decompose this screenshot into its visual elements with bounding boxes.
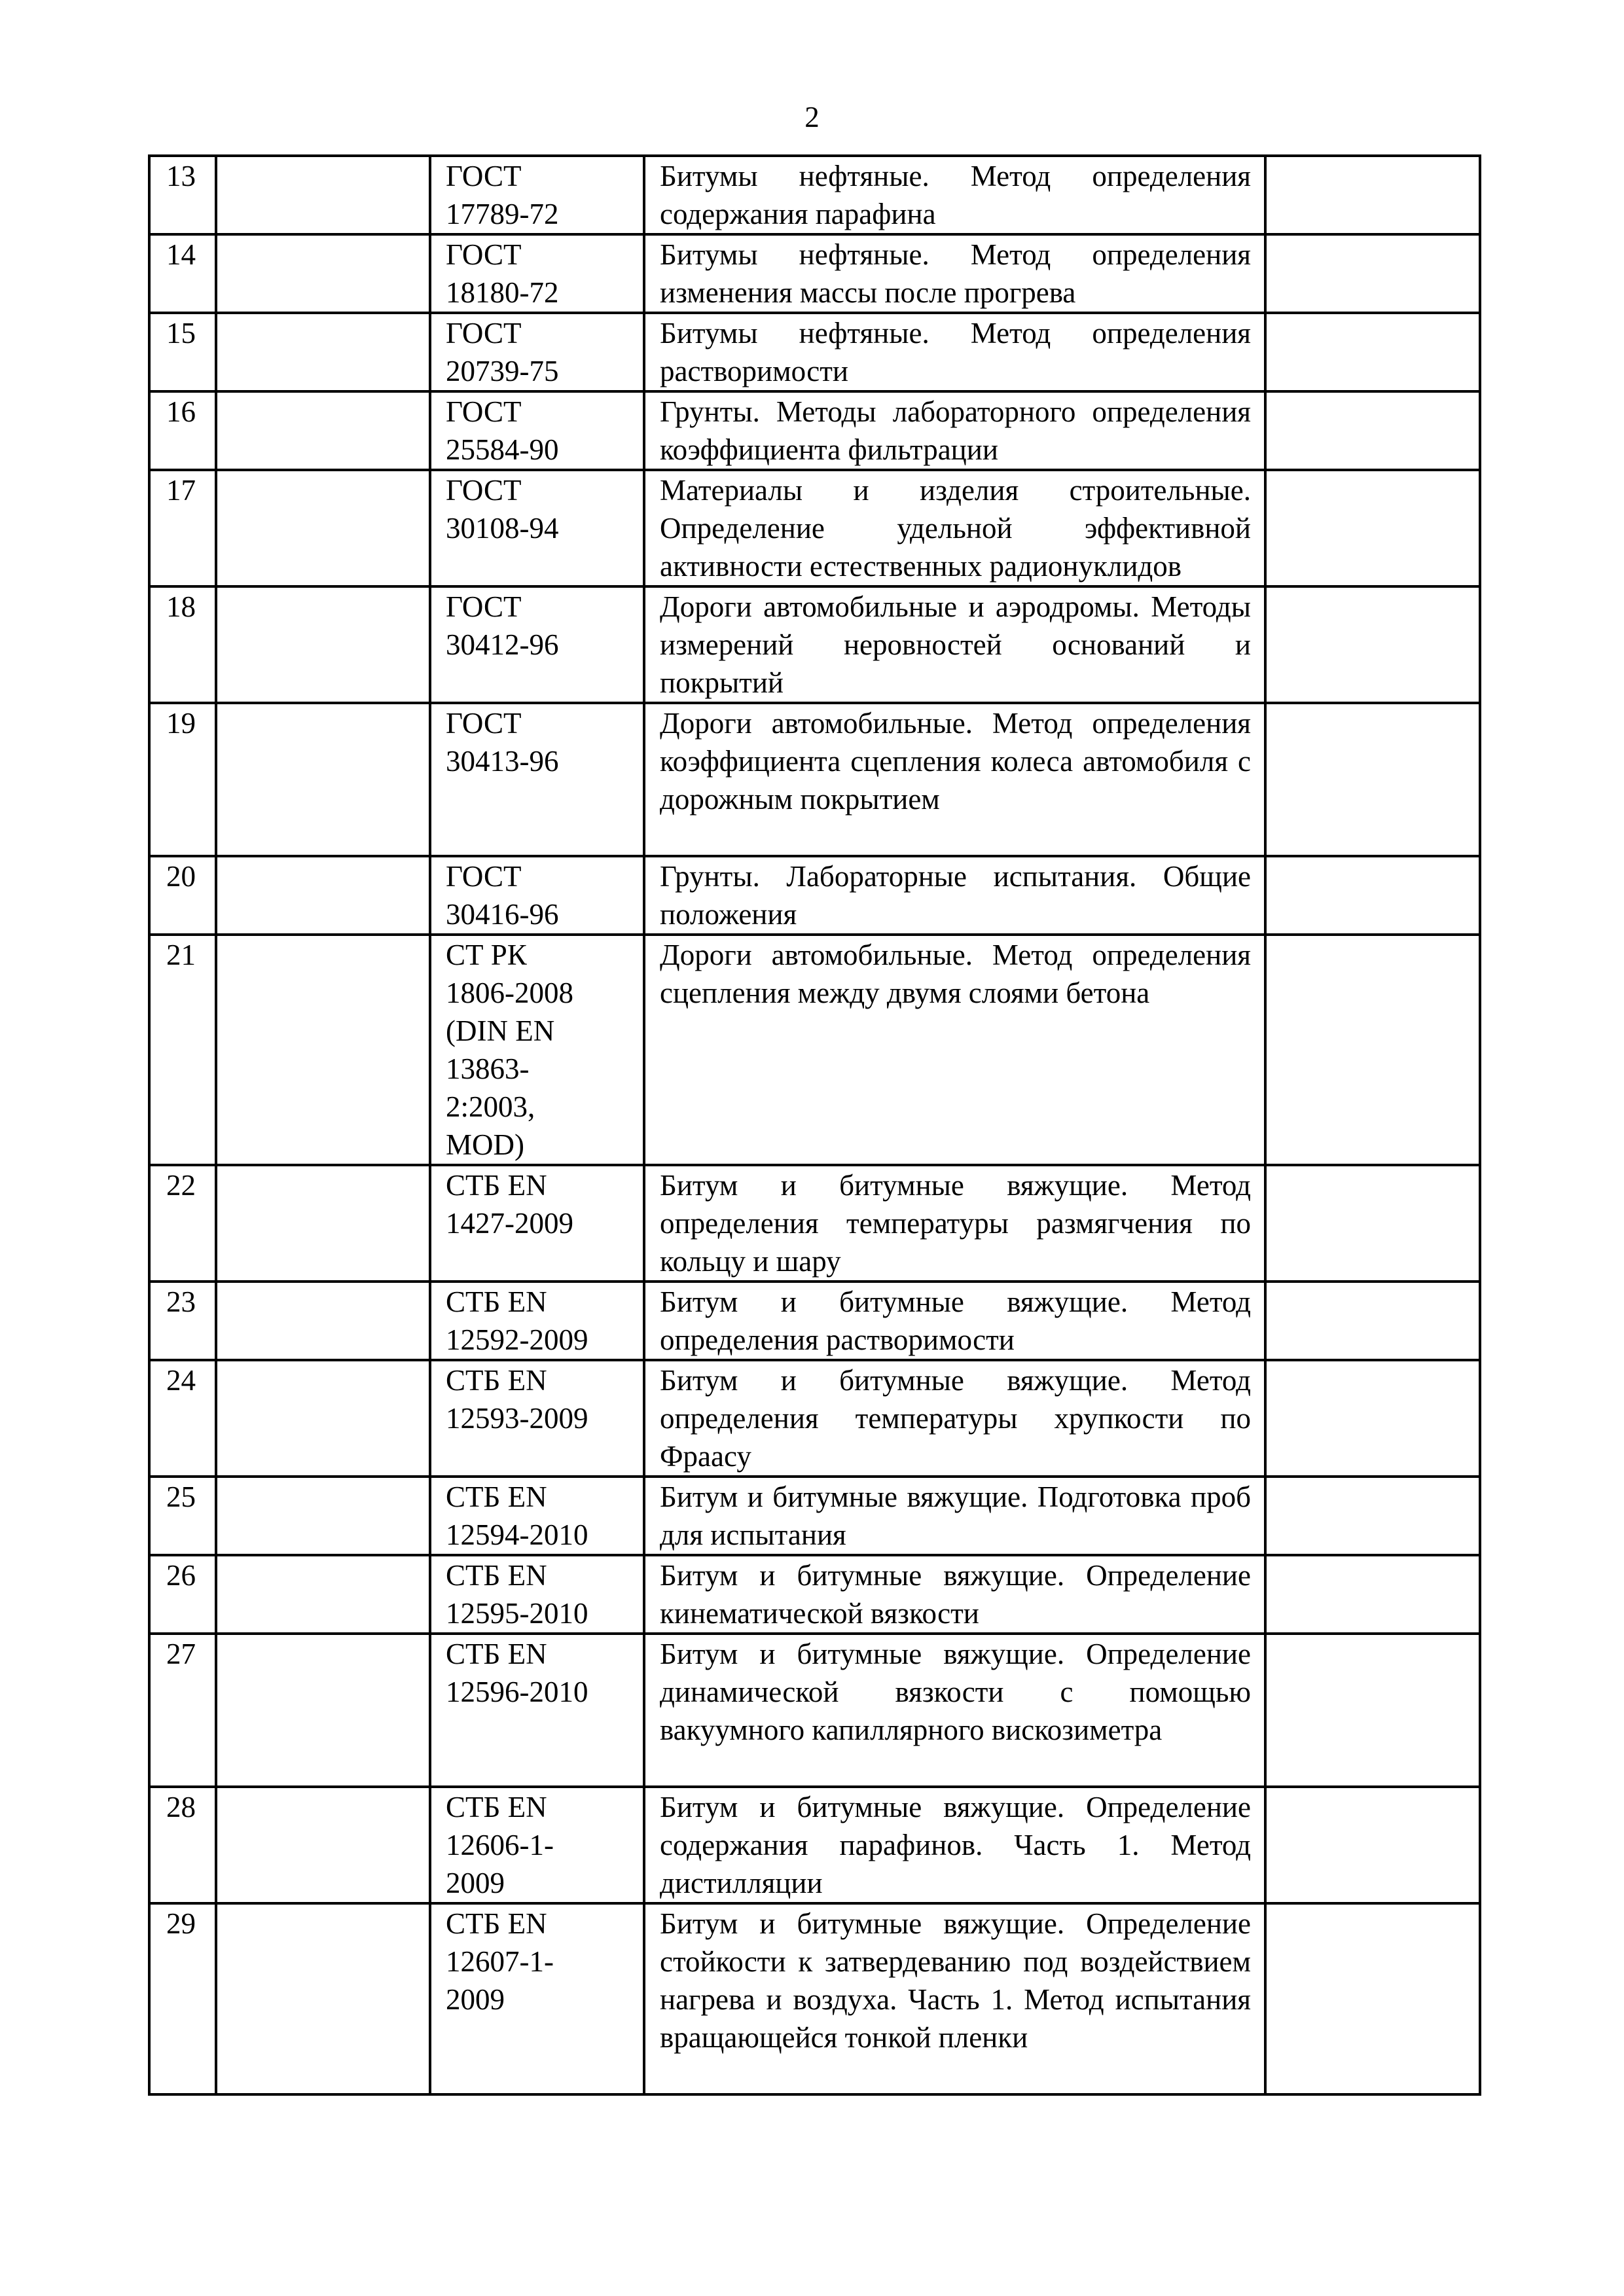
standard-code-cell: [430, 1477, 644, 1555]
standard-code-cell: [430, 1555, 644, 1634]
empty-cell: [216, 1360, 430, 1477]
empty-cell: [1265, 1634, 1480, 1787]
row-number-cell: [149, 1282, 216, 1360]
standard-code-cell: [430, 1634, 644, 1787]
row-number-cell: [149, 1787, 216, 1903]
standard-title-cell: [644, 234, 1265, 313]
standard-code-cell: [430, 234, 644, 313]
table-row: [149, 703, 1480, 856]
row-number-cell: [149, 1634, 216, 1787]
table-row: [149, 234, 1480, 313]
row-number-text: 14: [166, 238, 196, 271]
empty-cell: [216, 703, 430, 856]
page-number: 2: [804, 101, 820, 134]
standard-title-text: Битум и битумные вяжущие. Определение содержания парафинов. Часть 1. Метод дистилляции: [660, 1791, 1251, 1899]
standard-title-text: Битум и битумные вяжущие. Метод определения растворимости: [660, 1285, 1251, 1356]
standard-title-text: Битумы нефтяные. Метод определения содержания парафина: [660, 160, 1251, 230]
standard-title-cell: [644, 1360, 1265, 1477]
row-number-text: 29: [166, 1907, 196, 1940]
standard-code-text: ГОСТ 30412-96: [446, 590, 559, 661]
standard-title-text: Битумы нефтяные. Метод определения растворимости: [660, 317, 1251, 387]
standard-code-text: ГОСТ 30108-94: [446, 474, 559, 545]
row-number-text: 25: [166, 1480, 196, 1513]
row-number-cell: [149, 156, 216, 234]
table-row: [149, 156, 1480, 234]
row-number-cell: [149, 470, 216, 586]
empty-cell: [1265, 703, 1480, 856]
standard-title-cell: [644, 586, 1265, 703]
table-row: [149, 391, 1480, 470]
standard-title-text: Дороги автомобильные и аэродромы. Методы измерений неровностей оснований и покрытий: [660, 590, 1251, 699]
row-number-cell: [149, 1360, 216, 1477]
standard-title-cell: [644, 1477, 1265, 1555]
standard-code-cell: [430, 313, 644, 391]
row-number-cell: [149, 234, 216, 313]
standard-title-cell: [644, 1282, 1265, 1360]
row-number-cell: [149, 391, 216, 470]
standard-code-cell: [430, 935, 644, 1165]
standards-table-body: [149, 156, 1480, 2094]
standard-title-cell: [644, 703, 1265, 856]
table-row: [149, 586, 1480, 703]
standard-code-cell: [430, 1165, 644, 1282]
row-number-cell: [149, 856, 216, 935]
row-number-text: 13: [166, 160, 196, 192]
standard-title-cell: [644, 1555, 1265, 1634]
empty-cell: [1265, 313, 1480, 391]
empty-cell: [216, 1165, 430, 1282]
row-number-text: 28: [166, 1791, 196, 1823]
standard-title-text: Битумы нефтяные. Метод определения изменения массы после прогрева: [660, 238, 1251, 309]
row-number-text: 21: [166, 939, 196, 971]
empty-cell: [1265, 156, 1480, 234]
empty-cell: [1265, 1477, 1480, 1555]
standards-table: [148, 154, 1481, 2096]
empty-cell: [1265, 470, 1480, 586]
standard-code-cell: [430, 156, 644, 234]
standard-code-text: ГОСТ 30416-96: [446, 860, 559, 931]
standard-title-text: Битум и битумные вяжущие. Определение динамической вязкости с помощью вакуумного капиллярного вискозиметра: [660, 1638, 1251, 1746]
standard-title-text: Дороги автомобильные. Метод определения коэффициента сцепления колеса автомобиля с дорожным покрытием: [660, 707, 1251, 816]
standard-code-text: ГОСТ 17789-72: [446, 160, 559, 230]
standard-code-text: ГОСТ 20739-75: [446, 317, 559, 387]
standard-title-cell: [644, 391, 1265, 470]
standard-code-text: СТБ EN 12596-2010: [446, 1638, 588, 1708]
standard-title-cell: [644, 313, 1265, 391]
empty-cell: [216, 391, 430, 470]
empty-cell: [1265, 856, 1480, 935]
empty-cell: [216, 856, 430, 935]
row-number-cell: [149, 313, 216, 391]
empty-cell: [216, 1787, 430, 1903]
standard-title-cell: [644, 1787, 1265, 1903]
empty-cell: [216, 1634, 430, 1787]
standard-title-text: Битум и битумные вяжущие. Метод определения температуры размягчения по кольцу и шару: [660, 1169, 1251, 1278]
row-number-cell: [149, 935, 216, 1165]
row-number-cell: [149, 1555, 216, 1634]
empty-cell: [216, 470, 430, 586]
empty-cell: [216, 234, 430, 313]
standard-code-text: СТБ EN 12607-1- 2009: [446, 1907, 554, 2016]
row-number-text: 24: [166, 1364, 196, 1397]
empty-cell: [216, 1477, 430, 1555]
row-number-text: 22: [166, 1169, 196, 1202]
standard-code-cell: [430, 1787, 644, 1903]
empty-cell: [216, 1282, 430, 1360]
row-number-text: 17: [166, 474, 196, 507]
standard-title-text: Грунты. Методы лабораторного определения коэффициента фильтрации: [660, 395, 1251, 466]
table-row: [149, 1634, 1480, 1787]
standard-title-text: Битум и битумные вяжущие. Определение стойкости к затвердеванию под воздействием нагрева и воздуха. Часть 1. Метод испытания вращающейся тонкой пленки: [660, 1907, 1251, 2054]
empty-cell: [1265, 935, 1480, 1165]
table-row: [149, 1903, 1480, 2094]
table-row: [149, 470, 1480, 586]
row-number-cell: [149, 1477, 216, 1555]
empty-cell: [1265, 1165, 1480, 1282]
standard-title-text: Грунты. Лабораторные испытания. Общие положения: [660, 860, 1251, 931]
standard-code-text: СТБ EN 12595-2010: [446, 1559, 588, 1630]
row-number-cell: [149, 1165, 216, 1282]
standard-code-text: СТБ EN 12594-2010: [446, 1480, 588, 1551]
table-row: [149, 1477, 1480, 1555]
standard-code-text: ГОСТ 18180-72: [446, 238, 559, 309]
empty-cell: [1265, 1903, 1480, 2094]
row-number-text: 18: [166, 590, 196, 623]
row-number-cell: [149, 703, 216, 856]
row-number-text: 16: [166, 395, 196, 428]
standard-title-text: Битум и битумные вяжущие. Подготовка проб для испытания: [660, 1480, 1251, 1551]
standard-code-cell: [430, 470, 644, 586]
standard-title-cell: [644, 935, 1265, 1165]
standard-code-text: СТБ EN 12606-1- 2009: [446, 1791, 554, 1899]
row-number-text: 27: [166, 1638, 196, 1670]
empty-cell: [1265, 1360, 1480, 1477]
standard-code-text: СТБ EN 12593-2009: [446, 1364, 588, 1435]
row-number-text: 26: [166, 1559, 196, 1592]
standard-code-cell: [430, 1360, 644, 1477]
table-row: [149, 935, 1480, 1165]
standard-code-cell: [430, 856, 644, 935]
table-row: [149, 856, 1480, 935]
standard-code-text: СТ РК 1806-2008 (DIN EN 13863- 2:2003, MOD): [446, 939, 573, 1161]
row-number-text: 19: [166, 707, 196, 740]
empty-cell: [216, 935, 430, 1165]
standard-title-cell: [644, 470, 1265, 586]
empty-cell: [216, 1555, 430, 1634]
row-number-cell: [149, 586, 216, 703]
standard-code-text: ГОСТ 25584-90: [446, 395, 559, 466]
standard-code-text: ГОСТ 30413-96: [446, 707, 559, 778]
empty-cell: [1265, 1787, 1480, 1903]
empty-cell: [1265, 391, 1480, 470]
row-number-text: 15: [166, 317, 196, 350]
empty-cell: [216, 586, 430, 703]
standard-title-text: Материалы и изделия строительные. Определение удельной эффективной активности естественных радионуклидов: [660, 474, 1251, 583]
empty-cell: [1265, 1282, 1480, 1360]
standard-title-cell: [644, 856, 1265, 935]
standard-code-cell: [430, 1282, 644, 1360]
empty-cell: [1265, 234, 1480, 313]
standard-code-cell: [430, 1903, 644, 2094]
standard-title-cell: [644, 156, 1265, 234]
empty-cell: [216, 1903, 430, 2094]
empty-cell: [1265, 586, 1480, 703]
row-number-text: 23: [166, 1285, 196, 1318]
standard-title-text: Битум и битумные вяжущие. Определение кинематической вязкости: [660, 1559, 1251, 1630]
standard-code-cell: [430, 586, 644, 703]
standard-title-cell: [644, 1634, 1265, 1787]
standard-title-cell: [644, 1165, 1265, 1282]
empty-cell: [1265, 1555, 1480, 1634]
table-row: [149, 1360, 1480, 1477]
row-number-cell: [149, 1903, 216, 2094]
standard-title-cell: [644, 1903, 1265, 2094]
empty-cell: [216, 156, 430, 234]
row-number-text: 20: [166, 860, 196, 893]
standard-code-cell: [430, 391, 644, 470]
standard-title-text: Битум и битумные вяжущие. Метод определения температуры хрупкости по Фраасу: [660, 1364, 1251, 1473]
table-row: [149, 1787, 1480, 1903]
table-row: [149, 1282, 1480, 1360]
standard-code-cell: [430, 703, 644, 856]
table-row: [149, 313, 1480, 391]
empty-cell: [216, 313, 430, 391]
standard-code-text: СТБ EN 1427-2009: [446, 1169, 573, 1240]
standard-code-text: СТБ EN 12592-2009: [446, 1285, 588, 1356]
table-row: [149, 1165, 1480, 1282]
table-row: [149, 1555, 1480, 1634]
standard-title-text: Дороги автомобильные. Метод определения сцепления между двумя слоями бетона: [660, 939, 1251, 1009]
